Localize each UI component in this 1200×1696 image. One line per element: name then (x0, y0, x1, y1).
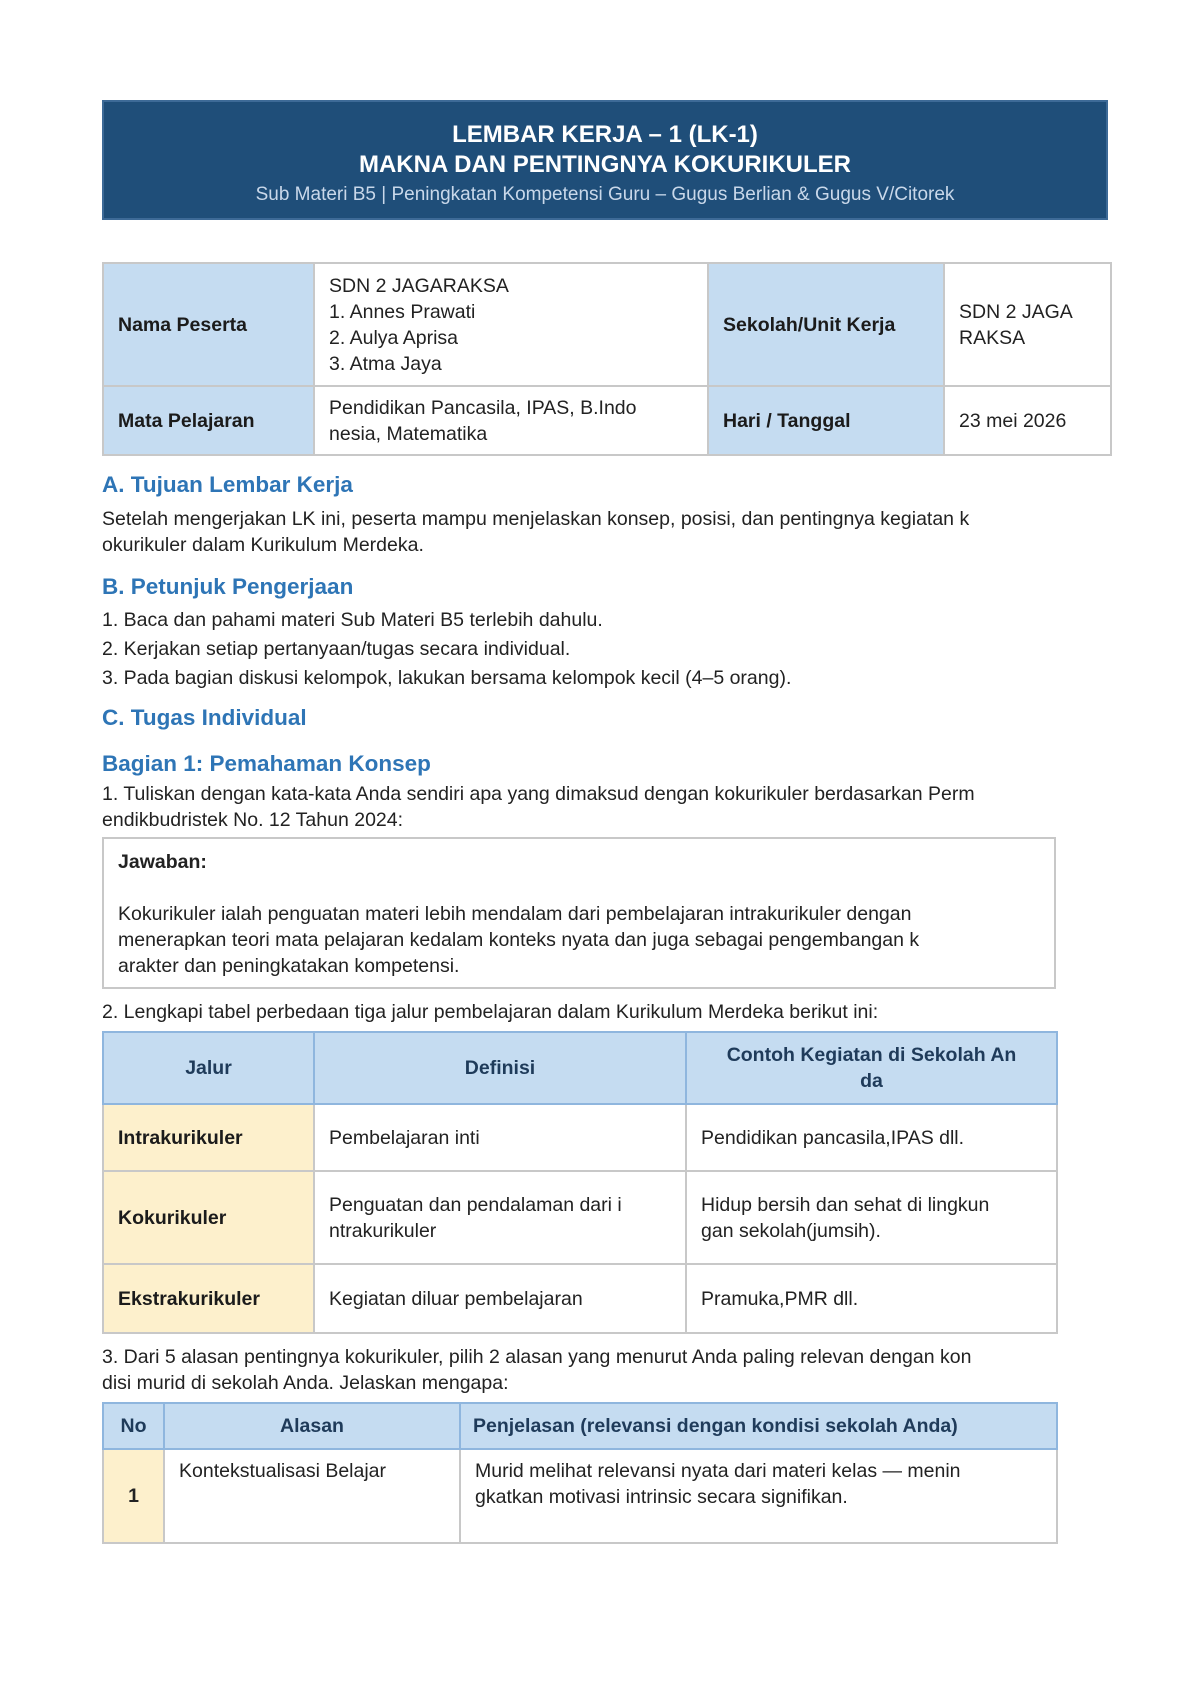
answer-box (102, 837, 1056, 989)
part1-heading: Bagian 1: Pemahaman Konsep (102, 751, 431, 776)
header-definisi: Definisi (314, 1032, 686, 1104)
header-no: No (103, 1403, 164, 1449)
table-row (103, 386, 1111, 455)
list-item: 2. Kerjakan setiap pertanyaan/tugas secara individual. (102, 638, 571, 660)
jalur-cell: Intrakurikuler (103, 1104, 314, 1171)
contoh-cell: Pendidikan pancasila,IPAS dll. (686, 1104, 1057, 1171)
contoh-cell: Pramuka,PMR dll. (686, 1264, 1057, 1333)
contoh-cell: Hidup bersih dan sehat di lingkun gan sekolah(jumsih). (686, 1171, 1057, 1264)
hari-tanggal-value: 23 mei 2026 (944, 386, 1111, 455)
header-subtitle: Sub Materi B5 | Peningkatan Kompetensi Guru – Gugus Berlian & Gugus V/Citorek (255, 184, 955, 205)
answer-text: Kokurikuler ialah penguatan materi lebih mendalam dari pembelajaran intrakurikuler dengan menerapkan teori mata pelajaran kedalam konteks nyata dan juga sebagai pengembangan k arakter dan peningkatakan kompetensi. (118, 903, 920, 977)
table-row (103, 1449, 1057, 1543)
header-title: LEMBAR KERJA – 1 (LK-1) (452, 121, 758, 148)
penjelasan-cell: Murid melihat relevansi nyata dari materi kelas — menin gkatkan motivasi intrinsic secara signifikan. (460, 1449, 1057, 1543)
question-1: 1. Tuliskan dengan kata-kata Anda sendiri apa yang dimaksud dengan kokurikuler berdasarkan Perm (102, 783, 975, 805)
table-row (103, 1104, 1057, 1171)
header-main-title: MAKNA DAN PENTINGNYA KOKURIKULER (358, 151, 851, 178)
nama-peserta-value: SDN 2 JAGARAKSA 1. Annes Prawati 2. Aulya Aprisa 3. Atma Jaya (314, 263, 708, 386)
jalur-cell: Ekstrakurikuler (103, 1264, 314, 1333)
table-header-row (103, 1403, 1057, 1449)
section-a-text: Setelah mengerjakan LK ini, peserta mampu menjelaskan konsep, posisi, dan pentingnya kegiatan k (102, 508, 970, 530)
table-row (103, 1171, 1057, 1264)
nama-peserta-label: Nama Peserta (103, 263, 314, 386)
worksheet-header (102, 100, 1108, 220)
question-2: 2. Lengkapi tabel perbedaan tiga jalur pembelajaran dalam Kurikulum Merdeka berikut ini: (102, 1001, 879, 1023)
answer-label: Jawaban: (118, 851, 207, 873)
table-row (103, 1264, 1057, 1333)
mata-pelajaran-value: Pendidikan Pancasila, IPAS, B.Indo nesia, Matematika (314, 386, 708, 455)
sekolah-value: SDN 2 JAGA RAKSA (944, 263, 1111, 386)
definisi-cell: Kegiatan diluar pembelajaran (314, 1264, 686, 1333)
jalur-table (102, 1031, 1058, 1334)
instruction-list (102, 606, 1108, 693)
alasan-cell: Kontekstualisasi Belajar (164, 1449, 460, 1543)
definisi-cell: Pembelajaran inti (314, 1104, 686, 1171)
list-item: 1. Baca dan pahami materi Sub Materi B5 terlebih dahulu. (102, 609, 603, 631)
definisi-cell: Penguatan dan pendalaman dari i ntrakurikuler (314, 1171, 686, 1264)
table-header-row (103, 1032, 1057, 1104)
header-alasan: Alasan (164, 1403, 460, 1449)
list-item: 3. Pada bagian diskusi kelompok, lakukan bersama kelompok kecil (4–5 orang). (102, 667, 792, 689)
section-b-heading: B. Petunjuk Pengerjaan (102, 574, 354, 599)
hari-tanggal-label: Hari / Tanggal (708, 386, 944, 455)
header-penjelasan: Penjelasan (relevansi dengan kondisi sekolah Anda) (460, 1403, 1057, 1449)
mata-pelajaran-label: Mata Pelajaran (103, 386, 314, 455)
worksheet-page: LEMBAR KERJA – 1 (LK-1) MAKNA DAN PENTINGNYA KOKURIKULER Sub Materi B5 | Peningkatan Kompetensi Guru – Gugus Berlian & Gugus V/Citorek Nama Peserta SDN 2 JAGARAKSA 1. Annes Prawati 2. Aulya Aprisa 3. Atma Jaya Sekolah/Unit Kerja SDN 2 JAGA RAKSA Mata Pelajaran Pendidikan Pancasila, IPAS, B.Indo nesia, Matematika Hari / Tanggal 23 mei 2026 A. Tujuan Lembar Kerja Setelah mengerjakan LK ini, peserta mampu menjelaskan konsep, posisi, dan pentingnya kegiatan k okurikuler dalam Kurikulum Merdeka. B. Petunjuk Pengerjaan 1. Baca dan pahami materi Sub Materi B5 terlebih dahulu. 2. Kerjakan setiap pertanyaan/tugas secara individual. 3. Pada bagian diskusi kelompok, lakukan bersama kelompok kecil (4–5 orang). C. Tugas Individual Bagian 1: Pemahaman Konsep 1. Tuliskan dengan kata-kata Anda sendiri apa yang dimaksud dengan kokurikuler berdasarkan Perm endikbudristek No. 12 Tahun 2024: Jawaban: Kokurikuler ialah penguatan materi lebih mendalam dari pembelajaran intrakurikuler dengan menerapkan teori mata pelajaran kedalam konteks nyata dan juga sebagai pengembangan k arakter dan peningkatakan kompetensi. 2. Lengkapi tabel perbedaan tiga jalur pembelajaran dalam Kurikulum Merdeka berikut ini: Jalur Definisi Contoh Kegiatan di Sekolah An da Intrakurikuler Pembelajaran inti Pendidikan pancasila,IPAS dll. Kokurikuler Penguatan dan pendalaman dari i ntrakurikuler Hidup bersih dan sehat di lingkun gan sekolah(jumsih). Ekstrakurikuler Kegiatan diluar pembelajaran Pramuka,PMR dll. 3. Dari 5 alasan pentingnya kokurikuler, pilih 2 alasan yang menurut Anda paling relevan dengan kon disi murid di sekolah Anda. Jelaskan mengapa: No Alasan Penjelasan (relevansi dengan kondisi sekolah Anda) 1 Kontekstualisasi Belajar Murid melihat relevansi nyata dari materi kelas — menin gkatkan motivasi intrinsic secara signifikan. (102, 100, 1108, 1544)
section-c-heading: C. Tugas Individual (102, 705, 307, 730)
no-cell: 1 (103, 1449, 164, 1543)
sekolah-label: Sekolah/Unit Kerja (708, 263, 944, 386)
jalur-cell: Kokurikuler (103, 1171, 314, 1264)
question-3: 3. Dari 5 alasan pentingnya kokurikuler, pilih 2 alasan yang menurut Anda paling relevan dengan kon (102, 1346, 972, 1368)
header-jalur: Jalur (103, 1032, 314, 1104)
table-row (103, 263, 1111, 386)
header-contoh: Contoh Kegiatan di Sekolah An da (686, 1032, 1057, 1104)
participant-info-table (102, 262, 1112, 456)
alasan-table (102, 1402, 1058, 1544)
section-a-heading: A. Tujuan Lembar Kerja (102, 472, 353, 497)
